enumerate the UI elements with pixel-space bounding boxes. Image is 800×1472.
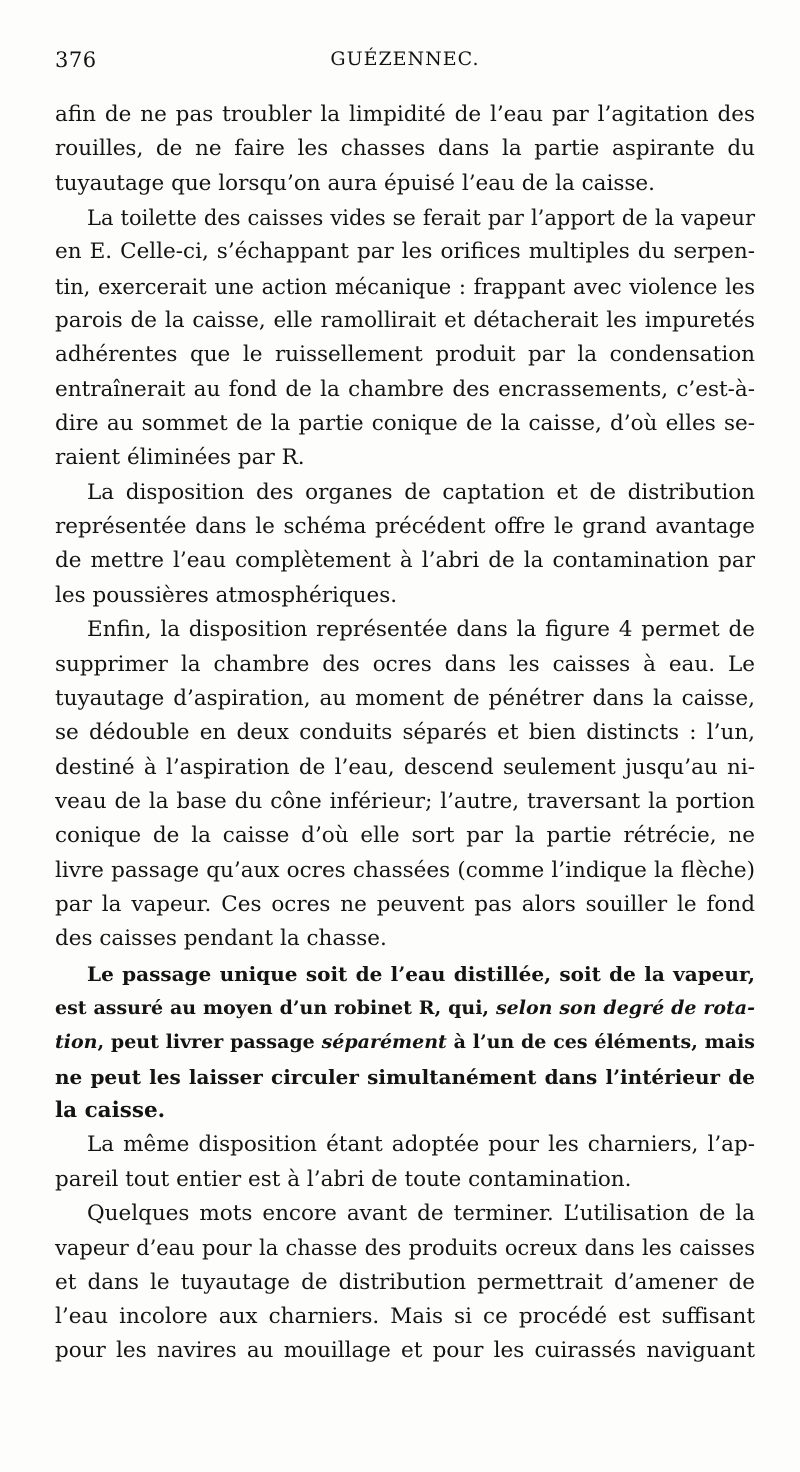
- text-line: conique de la caisse d’où elle sort par la partie rétrécie, ne: [55, 823, 755, 849]
- text-line: dire au sommet de la partie conique de la caisse, d’où elles se-: [55, 411, 755, 437]
- text-line: adhérentes que le ruissellement produit par la condensation: [55, 342, 755, 368]
- text-line: et dans le tuyautage de distribution permettrait d’amener de: [55, 1269, 755, 1295]
- text-line: La toilette des caisses vides se ferait par l’apport de la vapeur: [87, 206, 755, 231]
- text-line: la caisse.: [55, 1097, 166, 1123]
- text-line: pour les navires au mouillage et pour les cuirassés naviguant: [55, 1338, 755, 1364]
- text-line: [55, 991, 755, 1025]
- paragraph-2: [55, 201, 755, 476]
- text-line: de mettre l’eau complètement à l’abri de la contamination par: [55, 548, 755, 574]
- paragraph-6: [55, 1128, 755, 1197]
- text-line: tuyautage que lorsqu’on aura épuisé l’eau de la caisse.: [55, 170, 655, 196]
- text-line: veau de la base du cône inférieur; l’autre, traversant la portion: [55, 788, 755, 814]
- text-line: les poussières atmosphériques.: [55, 582, 398, 608]
- text-line: destiné à l’aspiration de l’eau, descend seulement jusqu’au ni-: [55, 754, 755, 780]
- page-number: 376: [55, 48, 97, 72]
- text-line: ne peut les laisser circuler simultanément dans l’intérieur de: [55, 1064, 755, 1089]
- text-segment: à l’un de ces éléments, mais: [446, 1031, 755, 1054]
- italic-segment: séparément: [321, 1031, 447, 1054]
- italic-segment: tion: [55, 1031, 98, 1054]
- text-line: livre passage qu’aux ocres chassées (comme l’indique la flèche): [55, 857, 755, 883]
- text-line: supprimer la chambre des ocres dans les caisses à eau. Le: [55, 651, 755, 677]
- text-line: tuyautage d’aspiration, au moment de pénétrer dans la caisse,: [55, 685, 755, 711]
- text-line: raient éliminées par R.: [55, 445, 305, 471]
- text-segment: est assuré au moyen d’un robinet R, qui,: [55, 996, 496, 1019]
- paragraph-5: [55, 957, 755, 1129]
- text-line: entraînerait au fond de la chambre des encrassements, c’est-à-: [55, 376, 755, 402]
- text-line: Enfin, la disposition représentée dans la figure 4 permet de: [87, 617, 755, 643]
- text-line: parois de la caisse, elle ramollirait et détacherait les impuretés: [55, 308, 755, 334]
- text-line: par la vapeur. Ces ocres ne peuvent pas alors souiller le fond: [55, 891, 755, 917]
- text-line: vapeur d’eau pour la chasse des produits ocreux dans les caisses: [55, 1236, 755, 1261]
- text-line: afin de ne pas troubler la limpidité de l’eau par l’agitation des: [55, 102, 755, 127]
- text-line: représentée dans le schéma précédent offre le grand avantage: [55, 514, 755, 540]
- text-line: Le passage unique soit de l’eau distillée, soit de la vapeur,: [87, 961, 755, 986]
- text-line: Quelques mots encore avant de terminer. L’utilisation de la: [87, 1201, 755, 1226]
- text-line: se dédouble en deux conduits séparés et bien distincts : l’un,: [55, 720, 755, 746]
- text-line: [55, 1025, 755, 1059]
- text-line: La même disposition étant adoptée pour les charniers, l’ap-: [87, 1132, 755, 1158]
- running-head: GUÉZENNEC.: [330, 48, 480, 70]
- page-header: [55, 48, 755, 84]
- text-line: rouilles, de ne faire les chasses dans la partie aspirante du: [55, 136, 755, 162]
- paragraph-4: [55, 613, 755, 956]
- text-line: La disposition des organes de captation et de distribution: [87, 479, 755, 505]
- paragraph-3: [55, 476, 755, 613]
- italic-segment: selon son degré de rota-: [495, 996, 756, 1019]
- body-text: [55, 98, 755, 1369]
- paragraph-1: [55, 98, 755, 201]
- text-line: en E. Celle-ci, s’échappant par les orifices multiples du serpen-: [55, 239, 755, 265]
- text-line: l’eau incolore aux charniers. Mais si ce procédé est suffisant: [55, 1304, 755, 1330]
- text-segment: , peut livrer passage: [97, 1031, 322, 1054]
- text-line: des caisses pendant la chasse.: [55, 926, 387, 952]
- text-line: tin, exercerait une action mécanique : frappant avec violence les: [55, 274, 755, 299]
- paragraph-7: [55, 1197, 755, 1369]
- text-line: pareil tout entier est à l’abri de toute contamination.: [55, 1166, 632, 1192]
